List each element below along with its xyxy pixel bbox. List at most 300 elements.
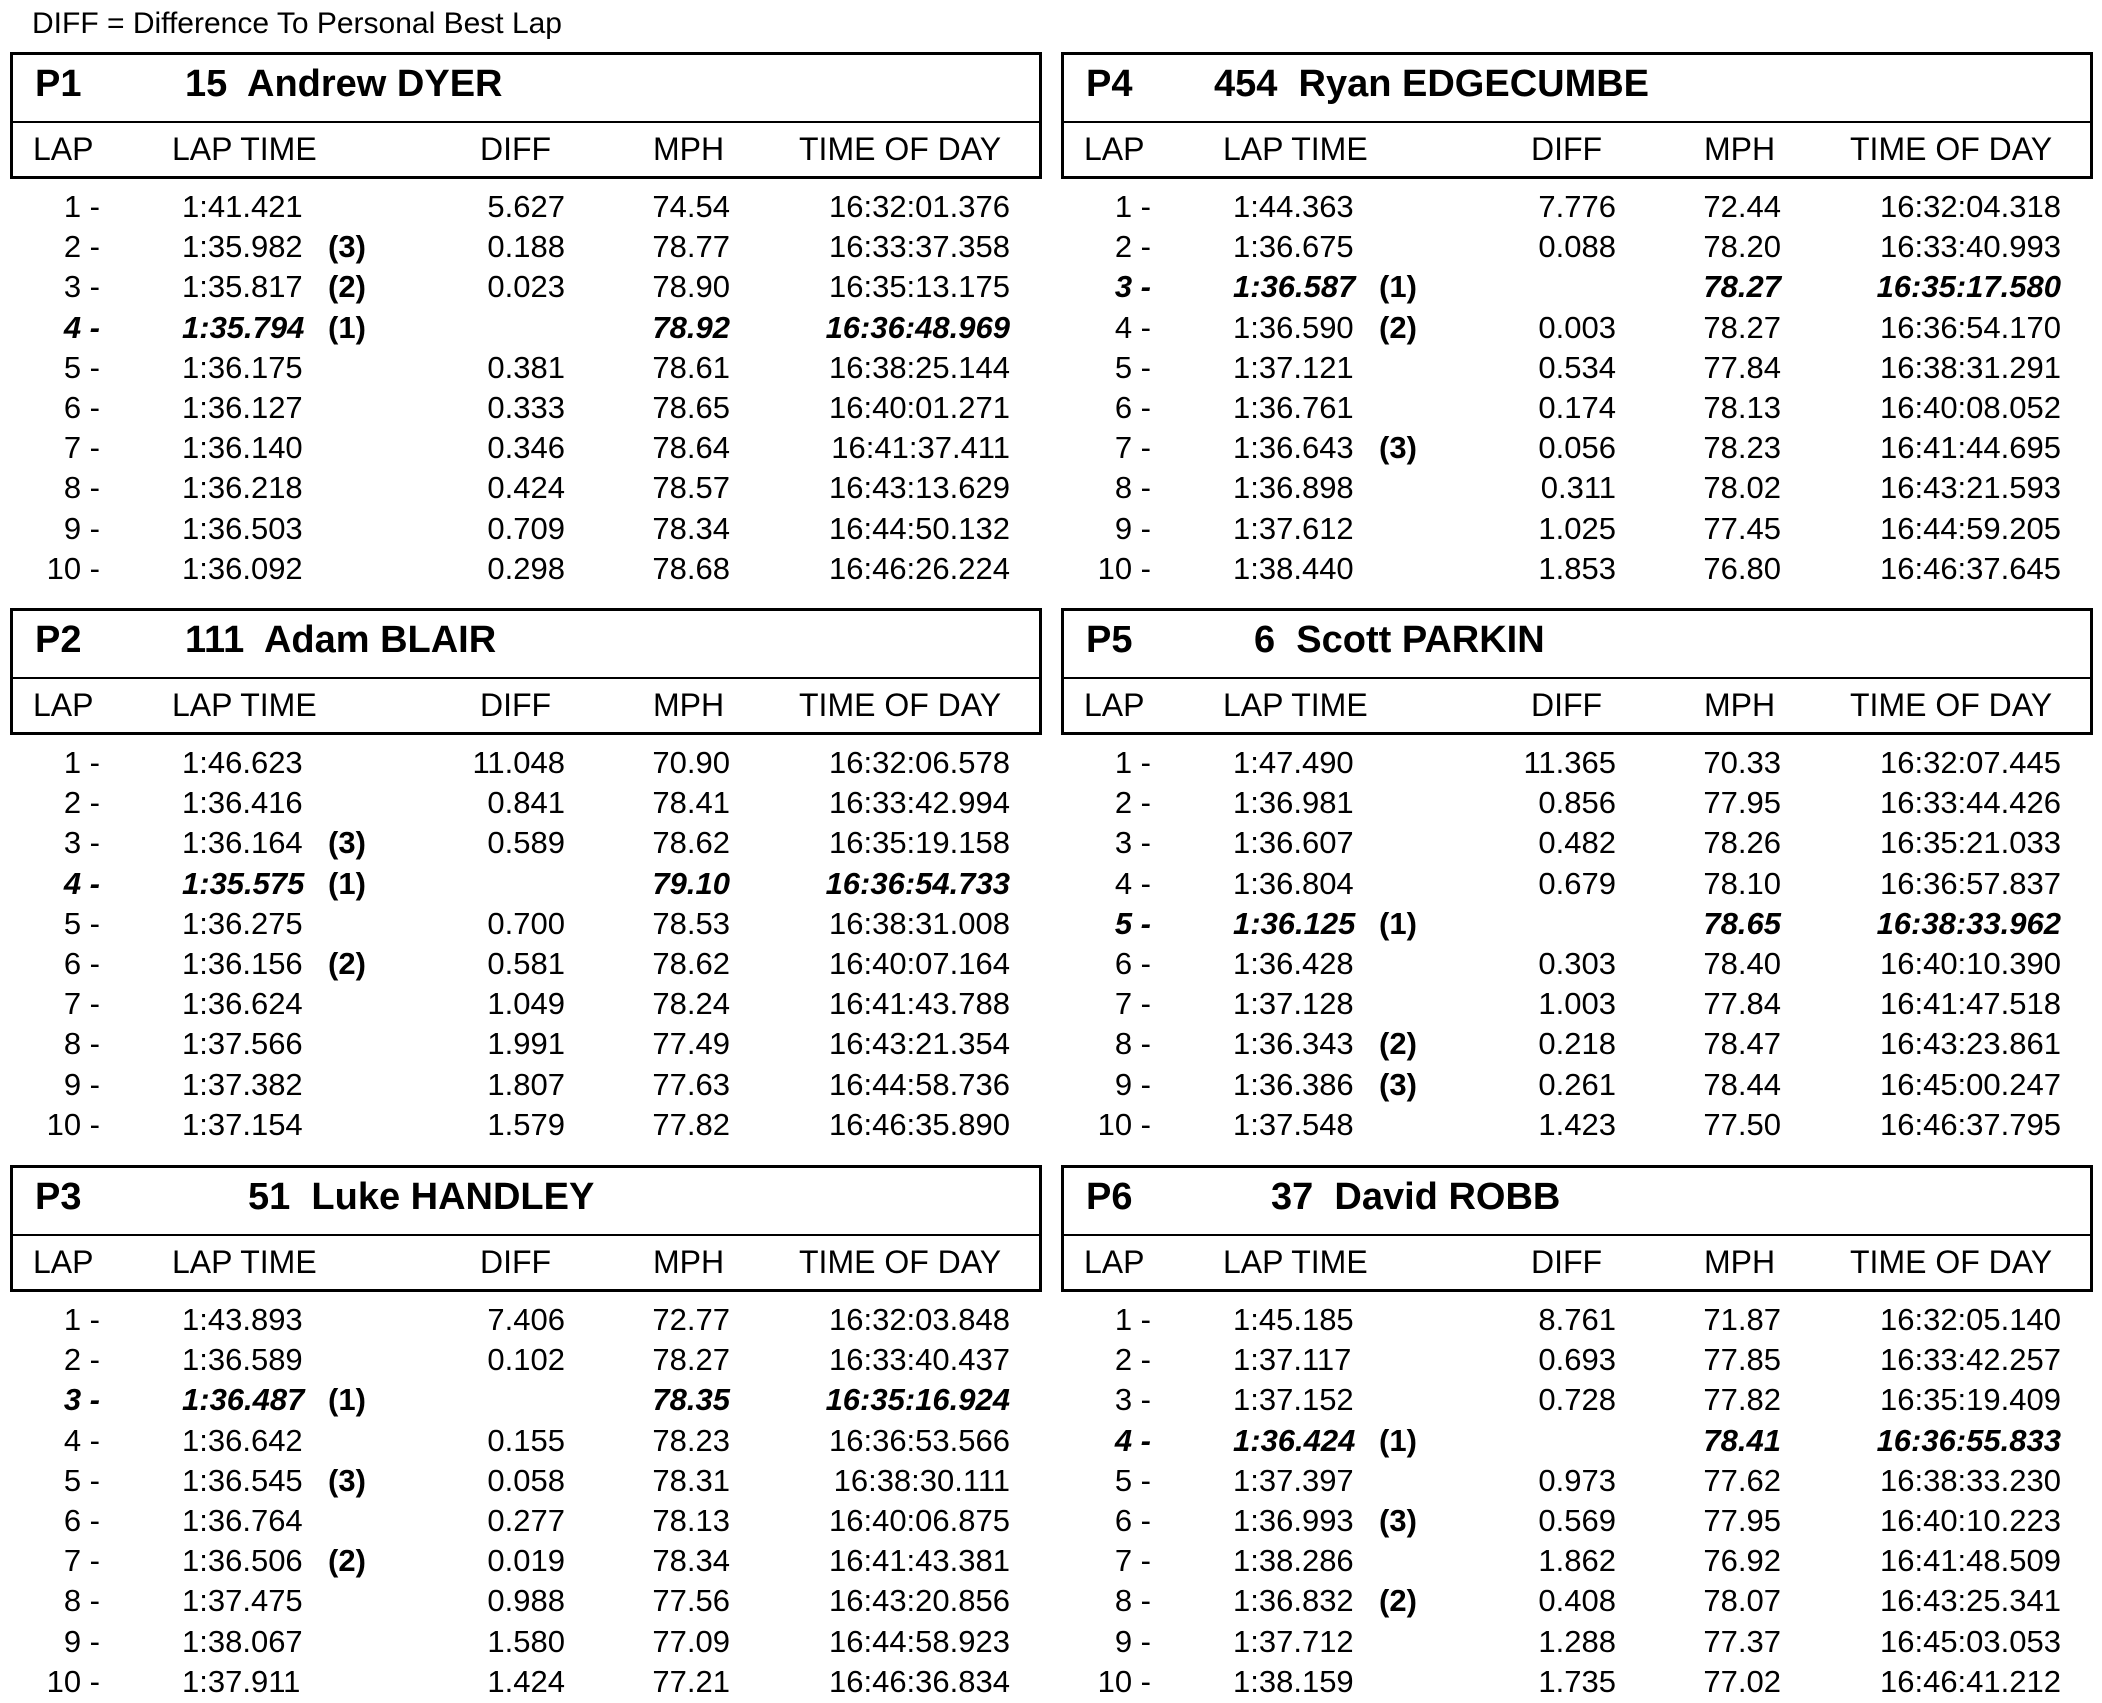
lap-diff: 7.776	[1538, 189, 1616, 224]
lap-number: 4 -	[63, 309, 100, 345]
lap-time-of-day: 16:46:35.890	[828, 1106, 1010, 1142]
lap-time-of-day: 16:41:43.788	[828, 986, 1010, 1022]
lap-row	[1061, 187, 2093, 227]
lap-list	[10, 743, 1042, 1145]
lap-time: 1:36.503	[182, 510, 303, 546]
lap-mph: 78.47	[1703, 1026, 1781, 1062]
lap-list	[10, 187, 1042, 589]
lap-number: 6 -	[1114, 945, 1151, 981]
car-number: 51	[248, 1176, 291, 1218]
lap-row	[1061, 1380, 2093, 1420]
driver-name: Adam BLAIR	[263, 619, 497, 661]
finish-position: P1	[35, 63, 82, 105]
lap-diff: 1.049	[487, 986, 565, 1022]
best-lap-row	[1061, 1421, 2093, 1461]
column-header-tod: TIME OF DAY	[1850, 1244, 2053, 1280]
column-header-tod: TIME OF DAY	[1850, 687, 2053, 723]
lap-row	[10, 1622, 1042, 1662]
column-header-diff: DIFF	[1531, 131, 1603, 167]
lap-mph: 77.82	[652, 1106, 730, 1142]
lap-rank: (3)	[1379, 1066, 1417, 1102]
lap-time-of-day: 16:33:37.358	[828, 229, 1010, 265]
lap-time-of-day: 16:38:30.111	[833, 1462, 1010, 1498]
column-header-lap-time: LAP TIME	[1223, 687, 1368, 723]
lap-time: 1:37.382	[182, 1066, 303, 1102]
lap-number: 2 -	[1114, 785, 1151, 821]
lap-time-of-day: 16:32:03.848	[828, 1302, 1010, 1337]
lap-time: 1:37.566	[182, 1026, 303, 1062]
lap-mph: 78.62	[652, 945, 730, 981]
lap-row	[1061, 227, 2093, 267]
best-lap-row	[10, 1380, 1042, 1420]
lap-number: 6 -	[63, 389, 100, 425]
lap-time-of-day: 16:45:00.247	[1879, 1066, 2061, 1102]
lap-time-of-day: 16:35:19.409	[1879, 1382, 2061, 1418]
lap-time: 1:37.612	[1233, 510, 1354, 546]
lap-time: 1:36.761	[1233, 389, 1354, 425]
lap-diff: 0.424	[487, 470, 565, 506]
panel-title-row	[13, 1168, 1039, 1236]
driver-name: Andrew DYER	[247, 63, 503, 105]
lap-number: 3 -	[63, 1382, 100, 1418]
lap-row	[1061, 1024, 2093, 1064]
lap-diff: 0.700	[487, 905, 565, 941]
lap-mph: 78.90	[652, 269, 730, 305]
lap-row	[10, 549, 1042, 589]
lap-mph: 77.37	[1703, 1623, 1781, 1659]
lap-row	[1061, 864, 2093, 904]
lap-time-of-day: 16:46:41.212	[1879, 1663, 2061, 1699]
lap-row	[1061, 428, 2093, 468]
lap-time-of-day: 16:44:50.132	[828, 510, 1010, 546]
lap-mph: 78.65	[652, 389, 730, 425]
lap-time-of-day: 16:43:23.861	[1879, 1026, 2061, 1062]
lap-rank: (1)	[1379, 905, 1417, 941]
lap-diff: 0.346	[487, 430, 565, 466]
lap-time: 1:36.587	[1233, 269, 1356, 305]
lap-number: 3 -	[63, 269, 100, 305]
lap-number: 9 -	[1114, 510, 1151, 546]
column-header-mph: MPH	[653, 131, 725, 167]
lap-diff: 1.580	[487, 1623, 565, 1659]
lap-diff: 0.728	[1538, 1382, 1616, 1418]
lap-number: 5 -	[63, 905, 100, 941]
column-headers	[13, 1234, 1039, 1292]
lap-number: 9 -	[63, 510, 100, 546]
lap-number: 1 -	[63, 189, 100, 224]
car-number: 37	[1271, 1176, 1314, 1218]
column-header-diff: DIFF	[480, 687, 552, 723]
lap-diff: 8.761	[1538, 1302, 1616, 1337]
lap-time: 1:36.092	[182, 550, 303, 586]
lap-time: 1:36.487	[182, 1382, 305, 1418]
lap-number: 1 -	[1114, 189, 1151, 224]
lap-time-of-day: 16:46:26.224	[828, 550, 1010, 586]
lap-row	[10, 1340, 1042, 1380]
lap-diff: 0.218	[1538, 1026, 1616, 1062]
lap-time-of-day: 16:40:10.223	[1879, 1502, 2061, 1538]
column-header-diff: DIFF	[480, 131, 552, 167]
lap-number: 10 -	[1097, 1106, 1151, 1142]
lap-diff: 0.534	[1538, 349, 1616, 385]
lap-number: 5 -	[63, 1462, 100, 1498]
lap-number: 8 -	[63, 1583, 100, 1619]
column-header-tod: TIME OF DAY	[799, 687, 1002, 723]
lap-rank: (1)	[328, 309, 366, 345]
lap-number: 7 -	[1114, 1543, 1151, 1579]
lap-mph: 74.54	[652, 189, 730, 224]
column-header-mph: MPH	[1704, 1244, 1776, 1280]
lap-time: 1:37.548	[1233, 1106, 1354, 1142]
column-header-diff: DIFF	[1531, 687, 1603, 723]
driver-panel-p6	[1061, 1165, 2093, 1702]
lap-row	[10, 509, 1042, 549]
lap-time-of-day: 16:43:21.593	[1879, 470, 2061, 506]
lap-diff: 0.303	[1538, 945, 1616, 981]
lap-mph: 70.33	[1703, 745, 1781, 780]
column-header-lap-time: LAP TIME	[172, 131, 317, 167]
lap-row	[1061, 783, 2093, 823]
lap-number: 2 -	[63, 785, 100, 821]
lap-number: 4 -	[1114, 309, 1151, 345]
lap-mph: 72.44	[1703, 189, 1781, 224]
lap-time-of-day: 16:33:40.993	[1879, 229, 2061, 265]
lap-time: 1:36.590	[1233, 309, 1354, 345]
lap-time: 1:36.127	[182, 389, 303, 425]
best-lap-row	[10, 308, 1042, 348]
best-lap-row	[1061, 267, 2093, 307]
lap-time-of-day: 16:40:06.875	[828, 1502, 1010, 1538]
lap-time: 1:37.712	[1233, 1623, 1354, 1659]
lap-mph: 72.77	[652, 1302, 730, 1337]
lap-mph: 78.31	[652, 1462, 730, 1498]
lap-row	[10, 984, 1042, 1024]
lap-time: 1:36.275	[182, 905, 303, 941]
lap-diff: 5.627	[487, 189, 565, 224]
finish-position: P6	[1086, 1176, 1133, 1218]
lap-number: 6 -	[63, 1502, 100, 1538]
lap-time-of-day: 16:32:01.376	[828, 189, 1010, 224]
lap-time-of-day: 16:44:58.923	[828, 1623, 1010, 1659]
lap-row	[10, 187, 1042, 227]
lap-number: 2 -	[63, 1342, 100, 1378]
lap-number: 7 -	[63, 1543, 100, 1579]
finish-position: P5	[1086, 619, 1133, 661]
lap-number: 9 -	[1114, 1623, 1151, 1659]
lap-number: 1 -	[1114, 1302, 1151, 1337]
lap-row	[1061, 308, 2093, 348]
column-headers	[13, 121, 1039, 179]
lap-mph: 78.64	[652, 430, 730, 466]
lap-time: 1:36.164	[182, 825, 303, 861]
lap-diff: 0.102	[487, 1342, 565, 1378]
lap-row	[10, 783, 1042, 823]
column-header-tod: TIME OF DAY	[799, 131, 1002, 167]
lap-row	[1061, 743, 2093, 783]
lap-time-of-day: 16:40:01.271	[828, 389, 1010, 425]
lap-rank: (2)	[328, 1543, 366, 1579]
lap-time: 1:38.286	[1233, 1543, 1354, 1579]
lap-number: 9 -	[1114, 1066, 1151, 1102]
lap-time: 1:36.607	[1233, 825, 1354, 861]
lap-row	[1061, 549, 2093, 589]
lap-number: 7 -	[63, 986, 100, 1022]
panel-header	[10, 52, 1042, 179]
lap-time-of-day: 16:41:37.411	[831, 430, 1010, 466]
column-header-mph: MPH	[653, 687, 725, 723]
panel-header	[1061, 608, 2093, 735]
lap-diff: 0.174	[1538, 389, 1616, 425]
best-lap-row	[10, 864, 1042, 904]
lap-number: 3 -	[63, 825, 100, 861]
lap-time-of-day: 16:46:37.795	[1879, 1106, 2061, 1142]
lap-time: 1:36.624	[182, 986, 303, 1022]
lap-rank: (2)	[1379, 1026, 1417, 1062]
lap-number: 1 -	[1114, 745, 1151, 780]
lap-diff: 0.856	[1538, 785, 1616, 821]
lap-diff: 0.581	[487, 945, 565, 981]
lap-mph: 77.95	[1703, 785, 1781, 821]
lap-rank: (3)	[1379, 1502, 1417, 1538]
lap-mph: 78.20	[1703, 229, 1781, 265]
lap-diff: 0.381	[487, 349, 565, 385]
lap-diff: 0.569	[1538, 1502, 1616, 1538]
lap-row	[1061, 1105, 2093, 1145]
lap-number: 10 -	[46, 550, 100, 586]
lap-mph: 78.02	[1703, 470, 1781, 506]
lap-number: 7 -	[63, 430, 100, 466]
lap-diff: 0.261	[1538, 1066, 1616, 1102]
driver-name: Ryan EDGECUMBE	[1298, 63, 1650, 105]
lap-mph: 78.57	[652, 470, 730, 506]
lap-row	[10, 1662, 1042, 1702]
lap-mph: 78.62	[652, 825, 730, 861]
lap-number: 8 -	[63, 1026, 100, 1062]
lap-diff: 1.853	[1538, 550, 1616, 586]
lap-mph: 79.10	[652, 865, 730, 901]
lap-row	[1061, 1340, 2093, 1380]
lap-time: 1:37.154	[182, 1106, 303, 1142]
driver-name: David ROBB	[1334, 1176, 1561, 1218]
lap-mph: 78.27	[1703, 269, 1781, 305]
lap-mph: 71.87	[1703, 1302, 1781, 1337]
lap-diff: 1.862	[1538, 1543, 1616, 1579]
panel-title-row	[1064, 55, 2090, 123]
lap-mph: 78.41	[652, 785, 730, 821]
lap-row	[10, 1065, 1042, 1105]
lap-list	[10, 1300, 1042, 1702]
lap-number: 5 -	[1114, 905, 1151, 941]
column-headers	[1064, 677, 2090, 735]
lap-time: 1:36.898	[1233, 470, 1354, 506]
lap-diff: 7.406	[487, 1302, 565, 1337]
lap-number: 5 -	[1114, 349, 1151, 385]
column-header-lap-time: LAP TIME	[172, 687, 317, 723]
lap-row	[1061, 1622, 2093, 1662]
lap-mph: 78.27	[652, 1342, 730, 1378]
car-number: 6	[1254, 619, 1276, 661]
lap-time: 1:36.175	[182, 349, 303, 385]
lap-rank: (2)	[328, 945, 366, 981]
lap-diff: 1.288	[1538, 1623, 1616, 1659]
lap-time-of-day: 16:32:06.578	[828, 745, 1010, 780]
lap-time-of-day: 16:35:13.175	[828, 269, 1010, 305]
lap-diff: 0.277	[487, 1502, 565, 1538]
lap-mph: 77.21	[652, 1663, 730, 1699]
lap-row	[10, 468, 1042, 508]
lap-rank: (1)	[1379, 269, 1417, 305]
lap-row	[10, 428, 1042, 468]
lap-rank: (3)	[328, 825, 366, 861]
lap-mph: 77.56	[652, 1583, 730, 1619]
lap-row	[10, 1300, 1042, 1340]
lap-time-of-day: 16:43:13.629	[828, 470, 1010, 506]
lap-list	[1061, 743, 2093, 1145]
lap-number: 3 -	[1114, 1382, 1151, 1418]
lap-number: 6 -	[1114, 389, 1151, 425]
lap-row	[1061, 468, 2093, 508]
lap-number: 4 -	[1114, 865, 1151, 901]
lap-diff: 0.019	[487, 1543, 565, 1579]
lap-time: 1:36.589	[182, 1342, 303, 1378]
lap-diff: 0.155	[487, 1422, 565, 1458]
lap-mph: 77.09	[652, 1623, 730, 1659]
lap-mph: 76.80	[1703, 550, 1781, 586]
lap-list	[1061, 1300, 2093, 1702]
lap-number: 8 -	[1114, 1583, 1151, 1619]
lap-time-of-day: 16:41:47.518	[1879, 986, 2061, 1022]
lap-time-of-day: 16:40:07.164	[828, 945, 1010, 981]
lap-row	[1061, 1662, 2093, 1702]
driver-panel-p2	[10, 608, 1042, 1145]
lap-time: 1:36.506	[182, 1543, 303, 1579]
lap-mph: 78.40	[1703, 945, 1781, 981]
lap-diff: 0.973	[1538, 1462, 1616, 1498]
column-header-tod: TIME OF DAY	[799, 1244, 1002, 1280]
lap-mph: 78.41	[1703, 1422, 1781, 1458]
best-lap-row	[1061, 904, 2093, 944]
lap-mph: 78.53	[652, 905, 730, 941]
lap-mph: 78.44	[1703, 1066, 1781, 1102]
lap-mph: 78.10	[1703, 865, 1781, 901]
lap-mph: 78.34	[652, 1543, 730, 1579]
lap-number: 9 -	[63, 1066, 100, 1102]
lap-time: 1:36.218	[182, 470, 303, 506]
lap-time-of-day: 16:38:31.008	[828, 905, 1010, 941]
lap-time: 1:37.397	[1233, 1462, 1354, 1498]
lap-row	[10, 1421, 1042, 1461]
lap-number: 8 -	[1114, 470, 1151, 506]
lap-number: 4 -	[63, 1422, 100, 1458]
lap-time: 1:36.416	[182, 785, 303, 821]
lap-time-of-day: 16:32:07.445	[1879, 745, 2061, 780]
lap-mph: 77.95	[1703, 1502, 1781, 1538]
lap-time: 1:36.125	[1233, 905, 1356, 941]
lap-row	[10, 1105, 1042, 1145]
lap-number: 3 -	[1114, 269, 1151, 305]
lap-diff: 0.058	[487, 1462, 565, 1498]
lap-time-of-day: 16:43:25.341	[1879, 1583, 2061, 1619]
lap-mph: 77.84	[1703, 986, 1781, 1022]
panel-title-row	[13, 611, 1039, 679]
column-header-lap-time: LAP TIME	[172, 1244, 317, 1280]
lap-mph: 78.35	[652, 1382, 730, 1418]
lap-time: 1:36.545	[182, 1462, 303, 1498]
lap-number: 2 -	[1114, 1342, 1151, 1378]
lap-row	[10, 904, 1042, 944]
lap-time-of-day: 16:43:20.856	[828, 1583, 1010, 1619]
lap-time-of-day: 16:33:42.257	[1879, 1342, 2061, 1378]
lap-time-of-day: 16:38:33.962	[1876, 905, 2061, 941]
panel-title-row	[13, 55, 1039, 123]
lap-time: 1:47.490	[1233, 745, 1354, 780]
lap-time: 1:36.832	[1233, 1583, 1354, 1619]
panel-header	[1061, 1165, 2093, 1292]
lap-time: 1:36.804	[1233, 865, 1354, 901]
lap-mph: 78.07	[1703, 1583, 1781, 1619]
lap-time-of-day: 16:33:42.994	[828, 785, 1010, 821]
lap-time-of-day: 16:38:25.144	[828, 349, 1010, 385]
lap-time: 1:37.121	[1233, 349, 1354, 385]
lap-mph: 77.02	[1703, 1663, 1781, 1699]
car-number: 15	[185, 63, 228, 105]
lap-row	[10, 388, 1042, 428]
lap-time: 1:36.993	[1233, 1502, 1354, 1538]
lap-time-of-day: 16:46:36.834	[828, 1663, 1010, 1699]
driver-name: Scott PARKIN	[1296, 619, 1545, 661]
column-header-lap-time: LAP TIME	[1223, 131, 1368, 167]
lap-time: 1:36.642	[182, 1422, 303, 1458]
panel-header	[10, 1165, 1042, 1292]
lap-row	[10, 944, 1042, 984]
lap-mph: 78.13	[652, 1502, 730, 1538]
lap-row	[1061, 944, 2093, 984]
lap-mph: 77.82	[1703, 1382, 1781, 1418]
lap-mph: 77.49	[652, 1026, 730, 1062]
lap-time: 1:36.343	[1233, 1026, 1354, 1062]
lap-list	[1061, 187, 2093, 589]
lap-time: 1:44.363	[1233, 189, 1354, 224]
lap-mph: 78.65	[1703, 905, 1781, 941]
lap-diff: 0.056	[1538, 430, 1616, 466]
lap-mph: 78.23	[1703, 430, 1781, 466]
lap-row	[10, 348, 1042, 388]
lap-row	[10, 1541, 1042, 1581]
column-header-mph: MPH	[1704, 687, 1776, 723]
driver-panel-p4	[1061, 52, 2093, 589]
lap-rank: (3)	[1379, 430, 1417, 466]
lap-diff: 0.311	[1540, 470, 1616, 506]
lap-time: 1:36.140	[182, 430, 303, 466]
lap-rank: (2)	[328, 269, 366, 305]
lap-row	[10, 743, 1042, 783]
lap-time-of-day: 16:45:03.053	[1879, 1623, 2061, 1659]
column-headers	[1064, 1234, 2090, 1292]
lap-row	[10, 1581, 1042, 1621]
column-header-lap-time: LAP TIME	[1223, 1244, 1368, 1280]
lap-number: 2 -	[63, 229, 100, 265]
column-header-diff: DIFF	[480, 1244, 552, 1280]
lap-mph: 78.34	[652, 510, 730, 546]
lap-time: 1:37.152	[1233, 1382, 1354, 1418]
lap-time-of-day: 16:38:33.230	[1879, 1462, 2061, 1498]
lap-mph: 78.23	[652, 1422, 730, 1458]
lap-row	[10, 1461, 1042, 1501]
column-header-lap: LAP	[1084, 687, 1145, 723]
lap-time: 1:35.575	[182, 865, 305, 901]
lap-time: 1:38.067	[182, 1623, 303, 1659]
lap-row	[1061, 1065, 2093, 1105]
